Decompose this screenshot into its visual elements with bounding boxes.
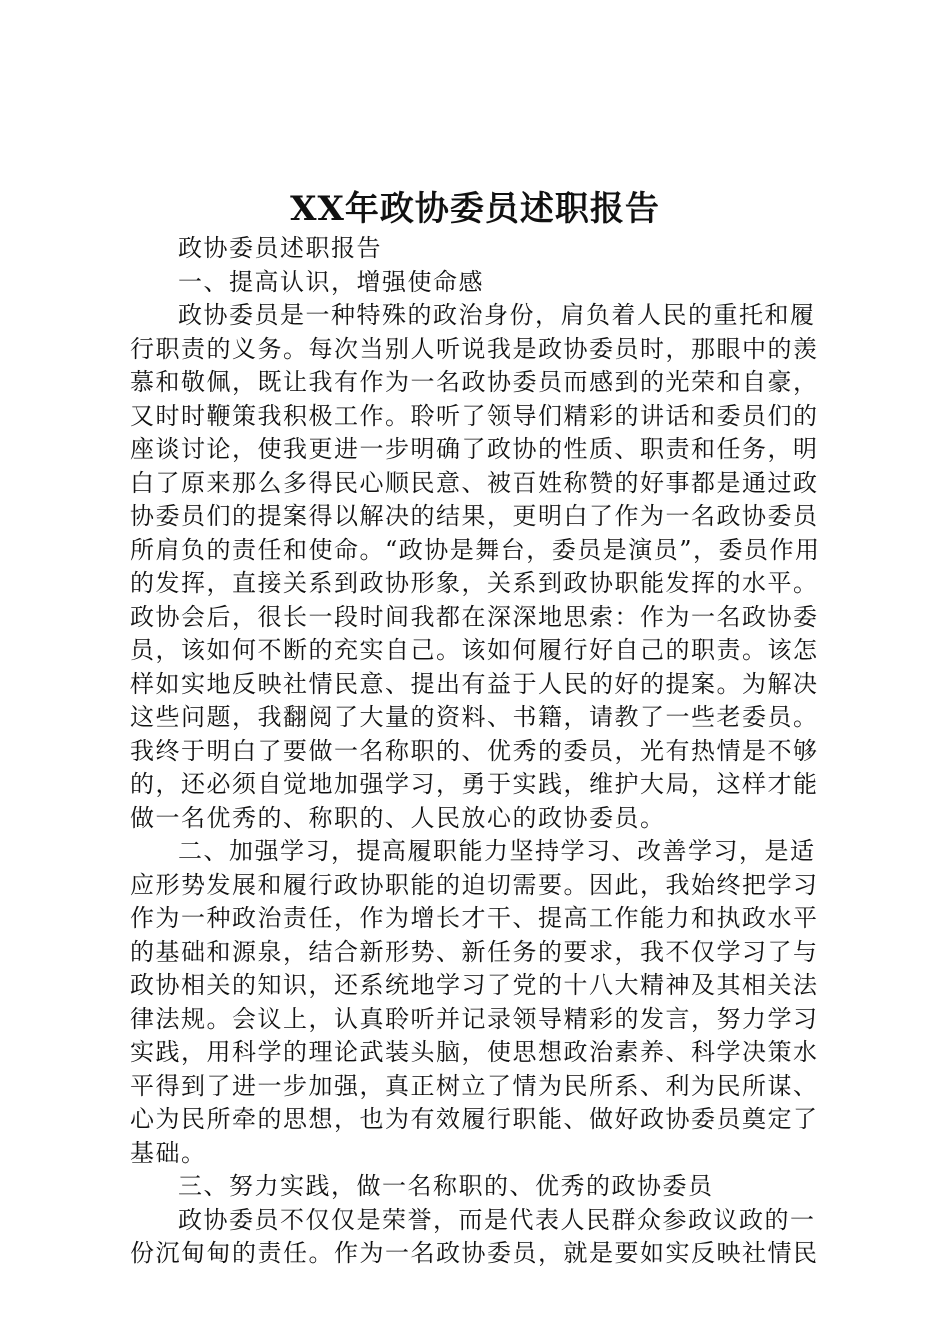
- paragraph-3: 政协委员不仅仅是荣誉，而是代表人民群众参政议政的一份沉甸甸的责任。作为一名政协委员，就是要如实反映社情民: [130, 1205, 819, 1267]
- paragraph-1: 政协委员是一种特殊的政治身份，肩负着人民的重托和履行职责的义务。每次当别人听说我是政协委员时，那眼中的羡慕和敬佩，既让我有作为一名政协委员而感到的光荣和自豪，又时时鞭策我积极工作。聆听了领导们精彩的讲话和委员们的座谈讨论，使我更进一步明确了政协的性质、职责和任务，明白了原来那么多得民心顺民意、被百姓称赞的好事都是通过政协委员们的提案得以解决的结果，更明白了作为一名政协委员所肩负的责任和使命。“政协是舞台，委员是演员”，委员作用的发挥，直接关系到政协形象，关系到政协职能发挥的水平。政协会后，很长一段时间我都在深深地思索：作为一名政协委员，该如何不断的充实自己。该如何履行好自己的职责。该怎样如实地反映社情民意、提出有益于人民的好的提案。为解决这些问题，我翻阅了大量的资料、书籍，请教了一些老委员。我终于明白了要做一名称职的、优秀的委员，光有热情是不够的，还必须自觉地加强学习，勇于实践，维护大局，这样才能做一名优秀的、称职的、人民放心的政协委员。: [130, 301, 821, 832]
- section-heading-1: 一、提高认识，增强使命感: [178, 267, 484, 296]
- document-title: XX年政协委员述职报告: [290, 189, 660, 229]
- document-body: [130, 232, 836, 1271]
- section-heading-3: 三、努力实践，做一名称职的、优秀的政协委员: [178, 1172, 714, 1200]
- document-subtitle: 政协委员述职报告: [178, 234, 382, 262]
- paragraph-2: 二、加强学习，提高履职能力坚持学习、改善学习，是适应形势发展和履行政协职能的迫切需要。因此，我始终把学习作为一种政治责任，作为增长才干、提高工作能力和执政水平的基础和源泉，结合新形势、新任务的要求，我不仅学习了与政协相关的知识，还系统地学习了党的十八大精神及其相关法律法规。会议上，认真聆听并记录领导精彩的发言，努力学习实践，用科学的理论武装头脑，使思想政治素养、科学决策水平得到了进一步加强，真正树立了情为民所系、利为民所谋、心为民所牵的思想，也为有效履行职能、做好政协委员奠定了基础。: [130, 837, 819, 1167]
